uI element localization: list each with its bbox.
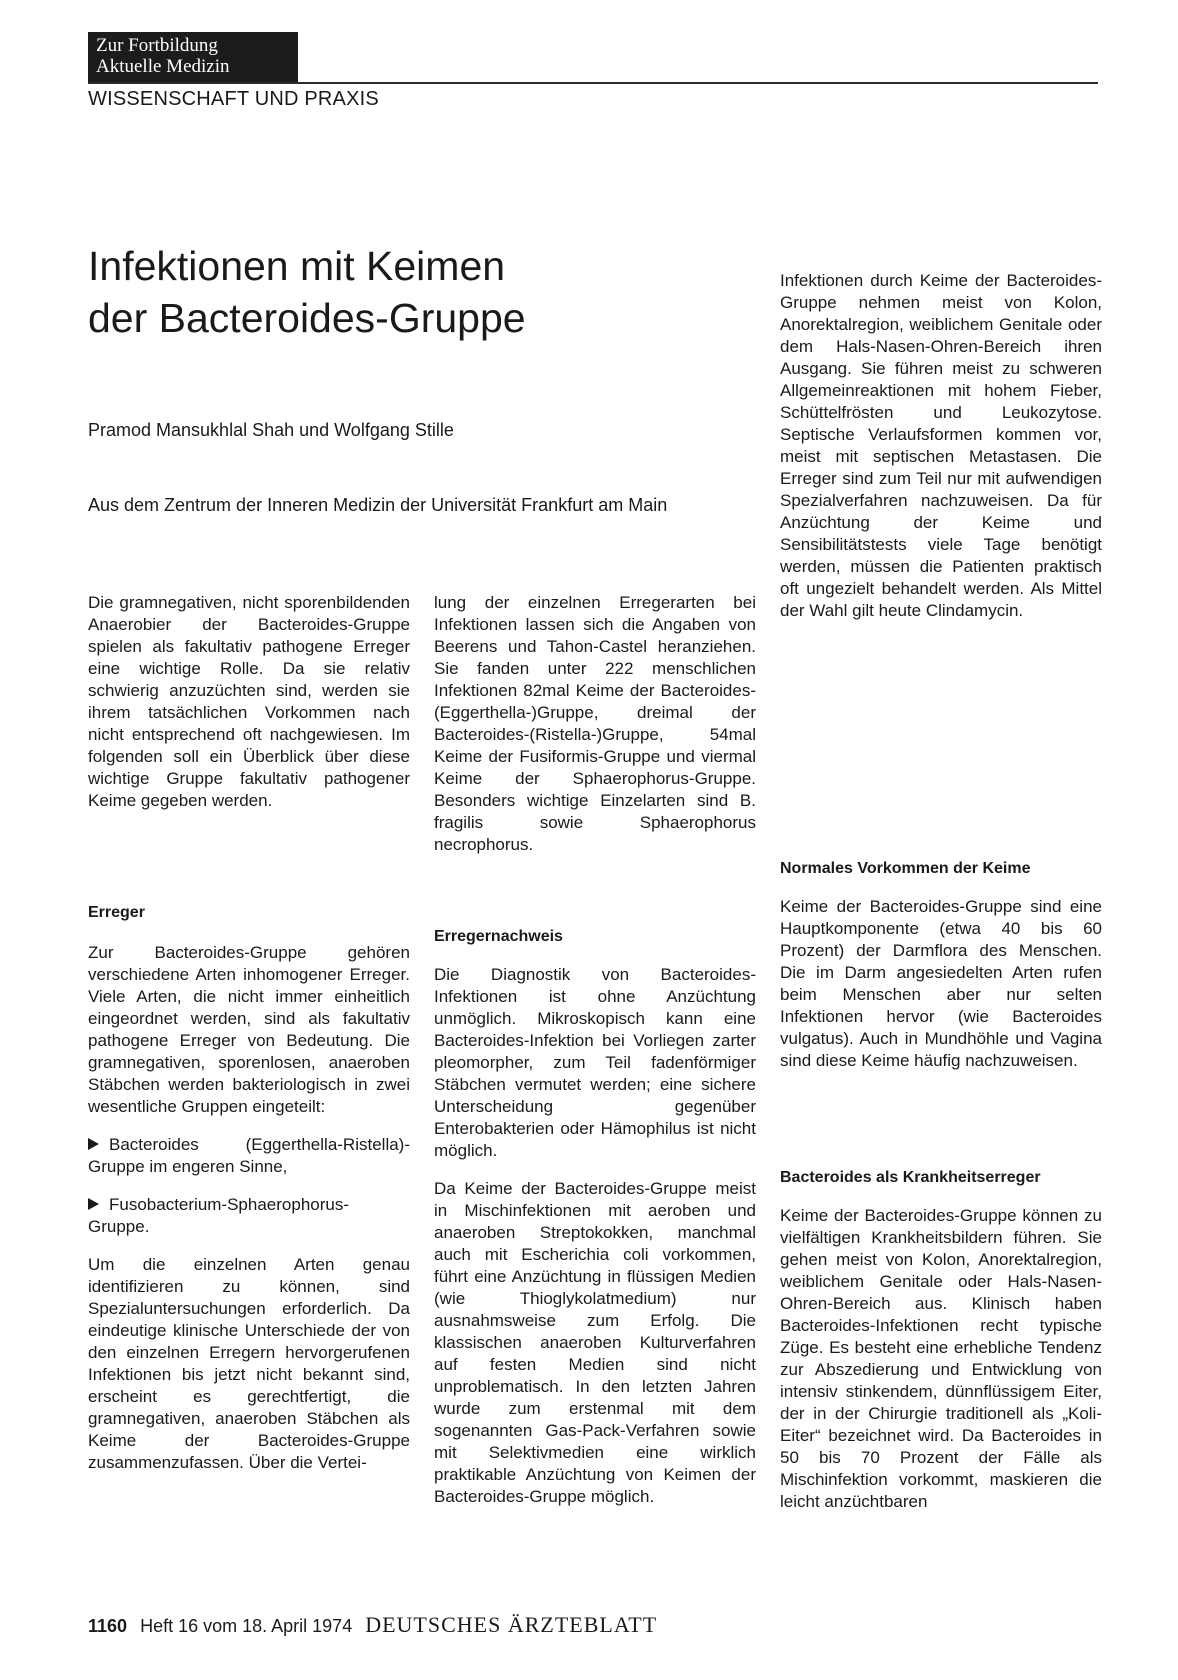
column-2 — [434, 592, 756, 856]
column-1 — [88, 592, 410, 812]
affiliation: Aus dem Zentrum der Inneren Medizin der Universität Frankfurt am Main — [88, 495, 668, 515]
bullet-item-1 — [88, 1134, 410, 1178]
krankheit-paragraph: Keime der Bacteroides-Gruppe können zu vielfältigen Krankheitsbildern führen. Sie gehen meist von Kolon, Anorektalregion, weiblichem Genitale oder Hals-Nasen-Ohren-Bereich aus. Klinisch haben Bacteroides-Infektionen recht typische Züge. Es besteht eine erhebliche Tendenz zur Abszedierung und Entwicklung von intensiv stinkendem, dünnflüssigem Eiter, der in der Chirurgie traditionell als „Koli-Eiter“ bezeichnet wird. Da Bacteroides in 50 bis 70 Prozent der Fälle als Mischinfektion vorkommt, maskieren die leicht anzüchtbaren — [780, 1206, 1102, 1511]
column-2-nachweis — [434, 926, 756, 1508]
column-3-krankheit — [780, 1167, 1102, 1513]
section-label: WISSENSCHAFT UND PRAXIS — [88, 88, 379, 110]
triangle-bullet-icon — [88, 1198, 99, 1210]
erreger-paragraph-1: Zur Bacteroides-Gruppe gehören verschiedene Arten inhomogener Erreger. Viele Arten, die nicht immer einheitlich eingeordnet werden, sind als fakultativ pathogene Erreger von Bedeutung. Die gramnegativen, sporenlosen, anaeroben Stäbchen werden bakteriologisch in zwei wesentliche Gruppen eingeteilt: — [88, 943, 410, 1116]
vorkommen-paragraph: Keime der Bacteroides-Gruppe sind eine Hauptkomponente (etwa 40 bis 60 Prozent) der Darmflora des Menschen. Die im Darm angesiedelten Arten rufen beim Menschen aber nur selten Infektionen hervor (wie Bacteroides vulgatus). Auch in Mundhöhle und Vagina sind diese Keime häufig nachzuweisen. — [780, 897, 1102, 1070]
bullet-item-2 — [88, 1194, 410, 1238]
heading-erregernachweis: Erregernachweis — [434, 928, 563, 945]
title-line-1: Infektionen mit Keimen — [88, 243, 506, 289]
journal-name: DEUTSCHES ÄRZTEBLATT — [365, 1612, 658, 1637]
page-number: 1160 — [88, 1616, 128, 1636]
column-3-vorkommen — [780, 858, 1102, 1072]
heading-krankheitserreger: Bacteroides als Krankheitserreger — [780, 1169, 1041, 1186]
rubric-box — [88, 32, 298, 82]
title-line-2: der Bacteroides-Gruppe — [88, 295, 526, 341]
distribution-paragraph: lung der einzelnen Erregerarten bei Infektionen lassen sich die Angaben von Beerens und Tahon-Castel heranziehen. Sie fanden unter 222 menschlichen Infektionen 82mal Keime der Bacteroides-(Eggerthella-)Gruppe, dreimal der Bacteroides-(Ristella-)Gruppe, 54mal Keime der Fusiformis-Gruppe und viermal Keime der Sphaerophorus-Gruppe. Besonders wichtige Einzelarten sind B. fragilis sowie Sphaerophorus necrophorus. — [434, 593, 756, 854]
page-footer — [88, 1612, 657, 1638]
header-rule — [88, 82, 1098, 84]
bullet-1-text: Bacteroides (Eggerthella-Ristella)-Gruppe im engeren Sinne, — [88, 1135, 410, 1176]
heading-erreger: Erreger — [88, 904, 145, 921]
rubric-line-1: Zur Fortbildung — [96, 35, 218, 56]
rubric-line-2: Aktuelle Medizin — [96, 56, 230, 77]
heading-vorkommen: Normales Vorkommen der Keime — [780, 860, 1031, 877]
nachweis-paragraph-1: Die Diagnostik von Bacteroides-Infektionen ist ohne Anzüchtung unmöglich. Mikroskopisch kann eine Bacteroides-Infektion bei Vorliegen zarter pleomorpher, zum Teil fadenförmiger Stäbchen vermutet werden; eine sichere Unterscheidung gegenüber Enterobakterien oder Hämophilus ist nicht möglich. — [434, 965, 756, 1160]
article-title — [88, 240, 526, 344]
column-1-erreger — [88, 902, 410, 1474]
issue-info: Heft 16 vom 18. April 1974 — [140, 1616, 353, 1636]
bullet-2-text: Fusobacterium-Sphaerophorus-Gruppe. — [88, 1195, 350, 1236]
erreger-paragraph-2: Um die einzelnen Arten genau identifizieren zu können, sind Spezialuntersuchungen erforderlich. Da eindeutige klinische Unterschiede der von den einzelnen Erregern hervorgerufenen Infektionen bis jetzt nicht bekannt sind, erscheint es gerechtfertigt, die gramnegativen, anaeroben Stäbchen als Keime der Bacteroides-Gruppe zusammenzufassen. Über die Vertei- — [88, 1255, 410, 1472]
column-3 — [780, 270, 1102, 622]
intro-paragraph: Die gramnegativen, nicht sporenbildenden Anaerobier der Bacteroides-Gruppe spielen als fakultativ pathogene Erreger eine wichtige Rolle. Da sie relativ schwierig anzuzüchten sind, werden sie ihrem tatsächlichen Vorkommen nach nicht entsprechend oft nachgewiesen. Im folgenden soll ein Überblick über diese wichtige Gruppe fakultativ pathogener Keime gegeben werden. — [88, 593, 410, 810]
nachweis-paragraph-2: Da Keime der Bacteroides-Gruppe meist in Mischinfektionen mit aeroben und anaeroben Streptokokken, manchmal auch mit Escherichia coli vorkommen, führt eine Anzüchtung in flüssigen Medien (wie Thioglykolatmedium) nur ausnahmsweise zum Erfolg. Die klassischen anaeroben Kulturverfahren auf festen Medien sind nicht unproblematisch. In den letzten Jahren wurde zum erstenmal mit dem sogenannten Gas-Pack-Verfahren sowie mit Selektivmedien eine wirklich praktikable Anzüchtung von Keimen der Bacteroides-Gruppe möglich. — [434, 1179, 756, 1506]
authors: Pramod Mansukhlal Shah und Wolfgang Stille — [88, 420, 454, 440]
triangle-bullet-icon — [88, 1138, 99, 1150]
summary-paragraph: Infektionen durch Keime der Bacteroides-Gruppe nehmen meist von Kolon, Anorektalregion, weiblichem Genitale oder dem Hals-Nasen-Ohren-Bereich ihren Ausgang. Sie führen meist zu schweren Allgemeinreaktionen mit hohem Fieber, Schüttelfrösten und Leukozytose. Septische Verlaufsformen kommen vor, meist mit septischen Metastasen. Die Erreger sind zum Teil nur mit aufwendigen Spezialverfahren nachzuweisen. Da für Anzüchtung der Keime und Sensibilitätstests viele Tage benötigt werden, müssen die Patienten praktisch oft ungezielt behandelt werden. Als Mittel der Wahl gilt heute Clindamycin. — [780, 271, 1102, 620]
